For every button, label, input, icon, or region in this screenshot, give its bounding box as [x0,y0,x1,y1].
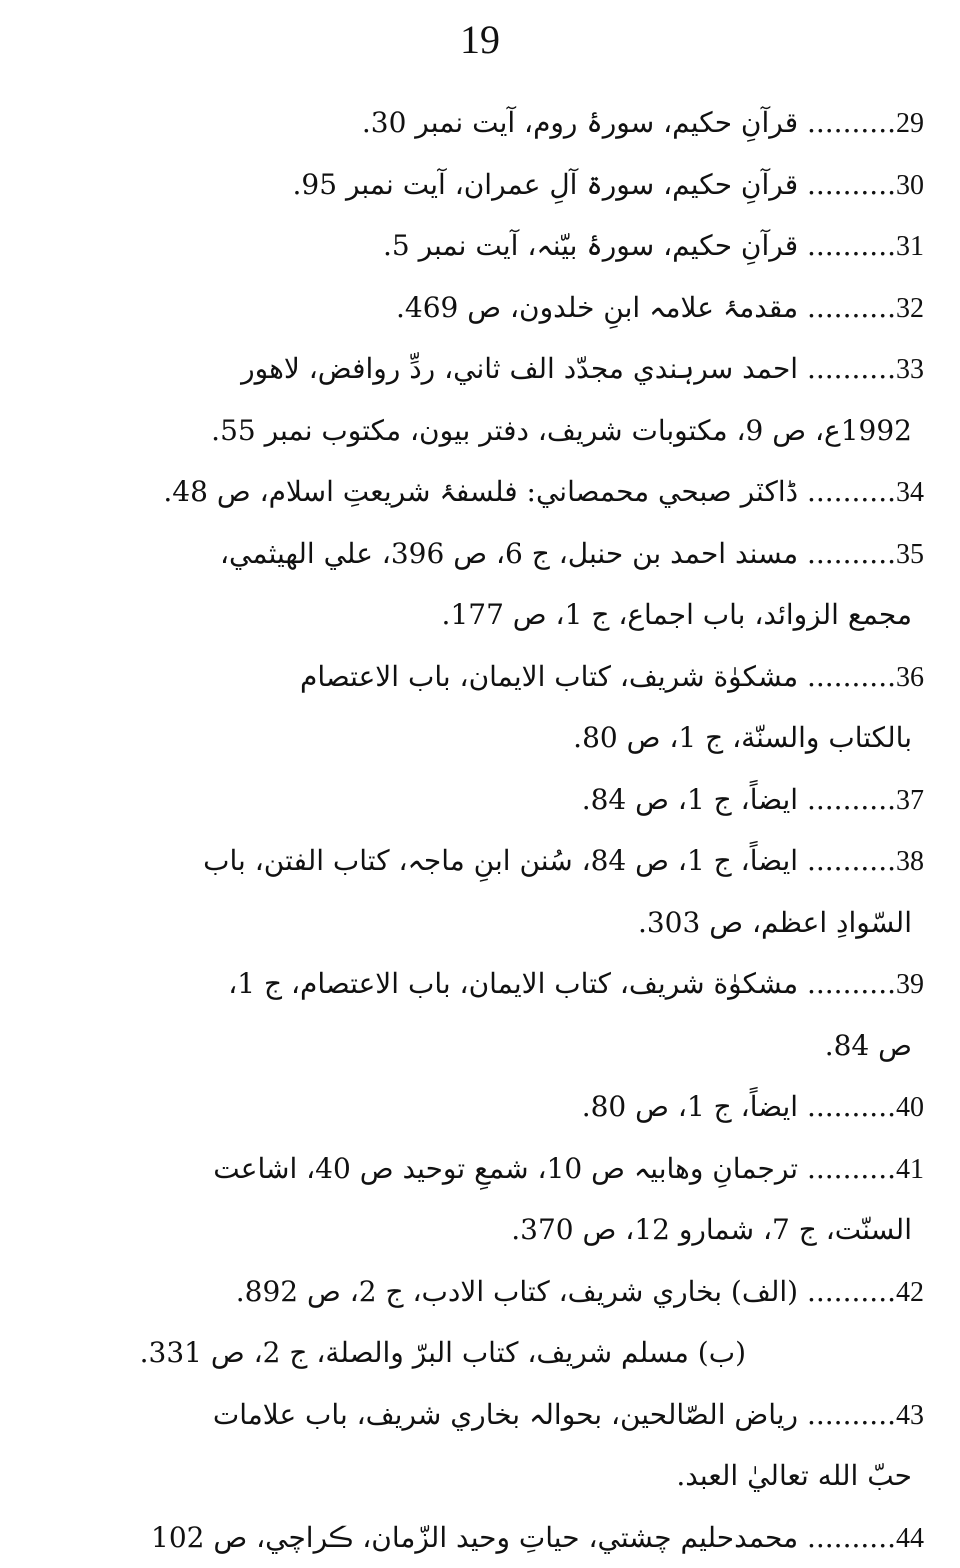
footnote-continuation-line [34,1015,924,1077]
footnote-continuation-line [34,1199,924,1261]
footnote-line [34,646,924,708]
footnote-number: 42 [896,1277,924,1308]
footnote-leader-dots: .......... [807,1090,896,1123]
footnote-leader-dots: .......... [807,1152,896,1185]
footnote-number: 32 [896,293,924,324]
page-number: 19 [0,16,960,63]
footnote-number: 29 [896,108,924,139]
footnote-text: محمدحلیم چشتي، حیاتِ وحید الزّمان، ڪراچي، ص 102 [151,1521,798,1554]
footnote-list [34,92,924,1568]
footnote-line [34,1507,924,1568]
footnote-number: 31 [896,231,924,262]
footnote-number: 43 [896,1400,924,1431]
footnote-leader-dots: .......... [807,1275,896,1308]
footnote-text: مقدمۂ علامہ ابنِ خلدون، ص 469. [396,291,798,324]
footnote-leader-dots: .......... [807,537,896,570]
footnote-number: 39 [896,969,924,1000]
footnote-line [34,523,924,585]
footnote-text: ص 84. [825,1029,912,1062]
footnote-line [34,338,924,400]
footnote-number: 40 [896,1092,924,1123]
footnote-leader-dots: .......... [807,475,896,508]
footnote-text: مجمع الزوائد، باب اجماع، ج 1، ص 177. [442,598,912,631]
footnote-number: 33 [896,354,924,385]
footnote-text: ریاض الصّالحین، بحوالہ بخاري شریف، باب علامات [213,1398,798,1431]
footnote-text: السّوادِ اعظم، ص 303. [638,906,912,939]
footnote-text: ڈاکٽر صبحي محمصاني: فلسفۂ شریعتِ اسلام، ص 48. [163,475,798,508]
footnote-text: السنّت، ج 7، شمارو 12، ص 370. [511,1213,912,1246]
footnote-leader-dots: .......... [807,291,896,324]
footnote-line [34,1261,924,1323]
footnote-line [34,830,924,892]
footnote-number: 44 [896,1523,924,1554]
footnote-continuation-line [34,1322,924,1384]
footnote-line [34,92,924,154]
footnote-leader-dots: .......... [807,967,896,1000]
footnote-leader-dots: .......... [807,660,896,693]
footnote-number: 36 [896,662,924,693]
footnote-text: ایضاً، ج 1، ص 80. [582,1090,798,1123]
footnote-number: 34 [896,477,924,508]
footnote-line [34,953,924,1015]
footnote-number: 41 [896,1154,924,1185]
footnote-line [34,215,924,277]
footnote-leader-dots: .......... [807,352,896,385]
footnote-leader-dots: .......... [807,1398,896,1431]
footnote-text: ایضاً، ج 1، ص 84، سُنن ابنِ ماجہ، کتاب الفتن، باب [203,844,798,877]
footnote-line [34,769,924,831]
footnote-text: قرآنِ حکیم، سورۂ روم، آیت نمبر 30. [362,106,798,139]
footnote-text: بالکتاب والسنّة، ج 1، ص 80. [573,721,912,754]
footnote-continuation-line [34,1445,924,1507]
footnote-leader-dots: .......... [807,783,896,816]
footnote-continuation-line [34,400,924,462]
footnote-text: احمد سرہندي مجدّد الف ثاني، ردِّ روافض، لاهور [241,352,798,385]
footnote-line [34,461,924,523]
footnote-number: 38 [896,846,924,877]
footnote-number: 30 [896,170,924,201]
footnote-number: 37 [896,785,924,816]
footnote-line [34,1076,924,1138]
footnote-line [34,1384,924,1446]
footnote-text: قرآنِ حکیم، سورۂ بیّنہ، آیت نمبر 5. [383,229,798,262]
footnote-line [34,1138,924,1200]
footnote-continuation-line [34,892,924,954]
footnote-leader-dots: .......... [807,844,896,877]
footnote-leader-dots: .......... [807,229,896,262]
footnote-leader-dots: .......... [807,106,896,139]
footnote-text: ایضاً، ج 1، ص 84. [582,783,798,816]
footnote-line [34,154,924,216]
footnote-continuation-line [34,707,924,769]
footnote-continuation-line [34,584,924,646]
footnote-text: ترجمانِ وهابیہ ص 10، شمعِ توحید ص 40، اشاعت [213,1152,798,1185]
footnote-text: حبّ الله تعاليٰ العبد. [676,1459,912,1492]
footnote-text: مشکوٰة شریف، کتاب الایمان، باب الاعتصام [300,660,798,693]
footnote-text: 1992ع، ص 9، مکتوبات شریف، دفتر بیون، مکتوب نمبر 55. [211,414,912,447]
footnote-text: قرآنِ حکیم، سورۃ آلِ عمران، آیت نمبر 95. [293,168,799,201]
footnote-text: مسند احمد بن حنبل، ج 6، ص 396، علي الهیثمي، [220,537,798,570]
footnote-leader-dots: .......... [807,1521,896,1554]
footnote-leader-dots: .......... [807,168,896,201]
footnote-number: 35 [896,539,924,570]
footnote-line [34,277,924,339]
footnote-text: (ب) مسلم شریف، کتاب البرّ والصلة، ج 2، ص 331. [140,1336,746,1369]
footnote-text: مشکوٰة شریف، کتاب الایمان، باب الاعتصام، ج 1، [228,967,798,1000]
footnote-text: (الف) بخاري شریف، کتاب الادب، ج 2، ص 892. [236,1275,798,1308]
